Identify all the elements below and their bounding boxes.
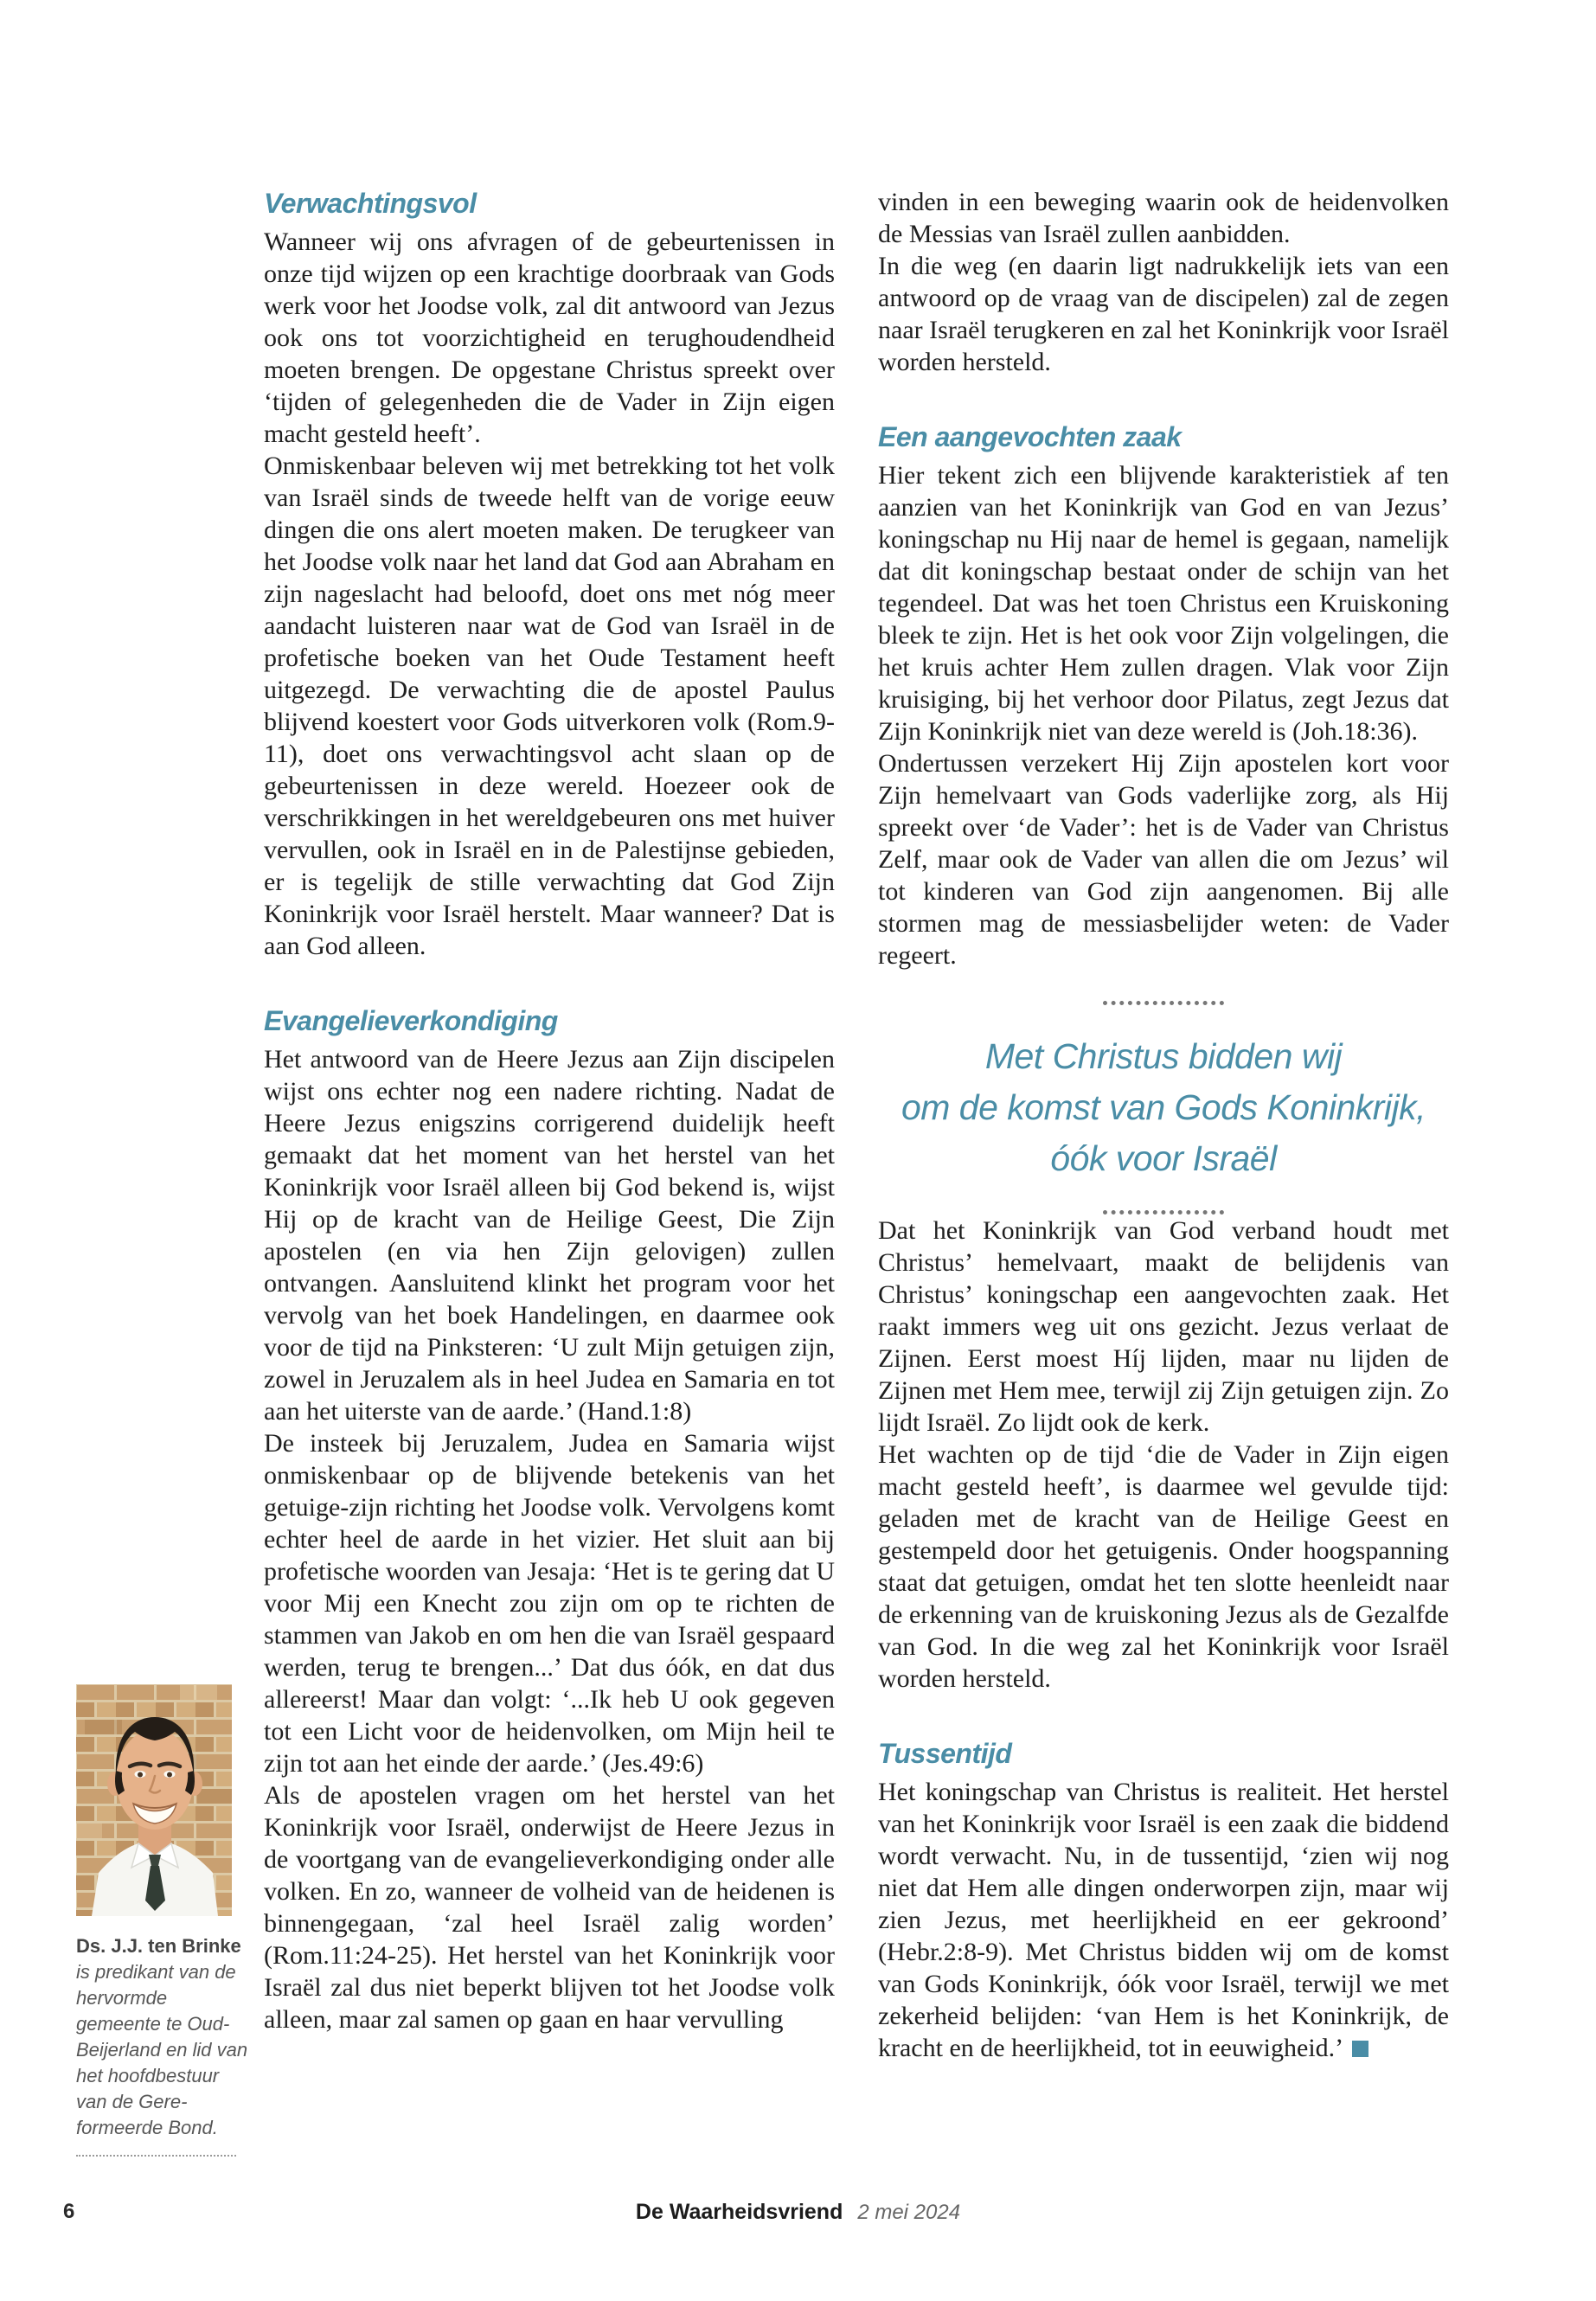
end-of-article-marker	[1352, 2041, 1368, 2057]
pull-quote	[878, 1031, 1449, 1184]
footer	[0, 2200, 1596, 2225]
paragraph: Als de apostelen vragen om het herstel van het Koninkrijk voor Israël, onderwijst de Heere Jezus in de voortgang van de evangelieverkondiging onder alle volken. En zo, wanneer de volheid van de heidenen is binnengegaan, ‘zal heel Israël zalig worden’ (Rom.11:24-25). Het herstel van het Koninkrijk voor Israël zal dus niet beperkt blijven tot het Joodse volk alleen, maar zal samen op gaan en haar vervulling	[264, 1781, 835, 2034]
paragraph: vinden in een beweging waarin ook de heidenvolken de Messias van Israël zullen aanbidden.	[878, 188, 1449, 248]
section-heading-verwachtingsvol: Verwachtingsvol	[264, 188, 477, 219]
footer-issue-date: 2 mei 2024	[857, 2201, 961, 2224]
paragraph: Onmiskenbaar beleven wij met betrekking tot het volk van Israël sinds de tweede helft van de vorige eeuw dingen die ons alert moeten maken. De terugkeer van het Joodse volk naar het land dat God aan Abraham en zijn nageslacht had beloofd, doet ons met nóg meer aandacht luisteren naar wat de God van Israël in de profetische boeken van het Oude Testament heeft uitgezegd. De verwachting die de apostel Paulus blijvend koestert voor Gods uitverkoren volk (Rom.9-11), doet ons verwachtingsvol acht slaan op de gebeurtenissen in deze wereld. Hoezeer ook de verschrikkingen in het wereldgebeuren ons met huiver vervullen, ook in Israël en in de Palestijnse gebieden, er is tegelijk de stille verwachting dat God Zijn Koninkrijk voor Israël herstelt. Maar wanneer? Dat is aan God alleen.	[264, 452, 835, 960]
pull-quote-line: Met Christus bidden wij	[984, 1036, 1343, 1076]
pull-quote-line: óók voor Israël	[1050, 1138, 1277, 1178]
left-column	[264, 186, 835, 2035]
author-photo	[76, 1684, 232, 1916]
pull-quote-line: om de komst van Gods Koninkrijk,	[901, 1087, 1426, 1127]
author-block	[76, 1684, 249, 2157]
paragraph: Het wachten op de tijd ‘die de Vader in Zijn eigen macht gesteld heeft’, is daarmee wel gevulde tijd: geladen met de kracht van de Heilige Geest en gestempeld door het getuigenis. Onder hoogspanning staat dat getuigen, omdat het ten slotte heenleidt naar de erkenning van de kruiskoning Jezus als de Gezalfde van God. In die weg zal het Koninkrijk voor Israël worden hersteld.	[878, 1440, 1449, 1693]
section-heading-tussentijd: Tussentijd	[878, 1738, 1012, 1769]
paragraph-text: Het koningschap van Christus is realiteit. Het herstel van het Koninkrijk voor Israël is een zaak die biddend wordt verwacht. Nu, in de tussentijd, ‘zien wij nog niet dat Hem alle dingen onderworpen zijn, maar wij zien Jezus, met heerlijkheid en eer gekroond’ (Hebr.2:8-9). Met Christus bidden wij om de komst van Gods Koninkrijk, óók voor Israël, terwijl we met zekerheid belijden: ‘van Hem is het Koninkrijk, de kracht en de heerlijkheid, tot in eeuwigheid.’	[878, 1778, 1449, 2062]
paragraph: Dat het Koninkrijk van God verband houdt met Christus’ hemelvaart, maakt de belijdenis van Christus’ koningschap een aangevochten zaak. Het raakt immers weg uit ons gezicht. Jezus verlaat de Zijnen. Eerst moest Híj lijden, maar nu lijden de Zijnen met Hem mee, terwijl zij Zijn getuigen zijn. Zo lijdt Israël. Zo lijdt ook de kerk.	[878, 1216, 1449, 1437]
dotted-separator	[1103, 1001, 1224, 1005]
paragraph: Ondertussen verzekert Hij Zijn apostelen kort voor Zijn hemelvaart van Gods vaderlijke zorg, als Hij spreekt over ‘de Vader’: het is de Vader van Christus Zelf, maar ook de Vader van allen die om Jezus’ wil tot kinderen van God zijn aangenomen. Bij alle stormen mag de messiasbelijder weten: de Vader regeert.	[878, 749, 1449, 970]
section-heading-evangelieverkondiging: Evangelieverkondiging	[264, 1005, 558, 1036]
paragraph: In die weg (en daarin ligt nadrukkelijk iets van een antwoord op de vraag van de discipelen) zal de zegen naar Israël terugkeren en zal het Koninkrijk voor Israël worden hersteld.	[878, 252, 1449, 376]
author-bio: is predikant van de hervormde gemeente te Oud-Beijerland en lid van het hoofdbestuur van de Gereformeerde Bond.	[76, 1961, 248, 2138]
section-heading-aangevochten-zaak: Een aangevochten zaak	[878, 421, 1182, 452]
paragraph	[878, 1776, 1449, 2064]
footer-page-number: 6	[63, 2200, 75, 2223]
paragraph: Hier tekent zich een blijvende karakteristiek af ten aanzien van het Koninkrijk van God en van Jezus’ koningschap nu Hij naar de hemel is gegaan, namelijk dat dit koningschap bestaat onder de schijn van het tegendeel. Dat was het toen Christus een Kruiskoning bleek te zijn. Het is het ook voor Zijn volgelingen, die het kruis achter Hem zullen dragen. Vlak voor Zijn kruisiging, bij het verhoor door Pilatus, zegt Jezus dat Zijn Koninkrijk niet van deze wereld is (Joh.18:36).	[878, 461, 1449, 746]
caption-dotted-rule	[76, 2155, 236, 2157]
author-caption	[76, 1933, 249, 2141]
paragraph: De insteek bij Jeruzalem, Judea en Samaria wijst onmiskenbaar op de blijvende betekenis van het getuige-zijn richting het Joodse volk. Vervolgens komt echter heel de aarde in het vizier. Het sluit aan bij profetische woorden van Jesaja: ‘Het is te gering dat U voor Mij een Knecht zou zijn om op te richten de stammen van Jakob en om hen die van Israël gespaard werden, terug te brengen...’ Dat dus óók, en dat dus allereerst! Maar dan volgt: ‘...Ik heb U ook gegeven tot een Licht voor de heidenvolken, om Mijn heil te zijn tot aan het einde der aarde.’ (Jes.49:6)	[264, 1429, 835, 1778]
paragraph: Wanneer wij ons afvragen of de gebeurtenissen in onze tijd wijzen op een krachtige doorbraak van Gods werk voor het Joodse volk, zal dit antwoord van Jezus ook ons tot voorzichtigheid en terughoudendheid moeten brengen. De opgestane Christus spreekt over ‘tijden of gelegenheden die de Vader in Zijn eigen macht gesteld heeft’.	[264, 228, 835, 448]
paragraph: Het antwoord van de Heere Jezus aan Zijn discipelen wijst ons echter nog een nadere richting. Nadat de Heere Jezus enigszins corrigerend duidelijk heeft gemaakt dat het moment van het herstel van het Koninkrijk voor Israël alleen bij God bekend is, wijst Hij op de kracht van de Heilige Geest, Die Zijn apostelen (en via hen Zijn gelovigen) zullen ontvangen. Aansluitend klinkt het program voor het vervolg van het boek Handelingen, en daarmee ook voor de tijd na Pinksteren: ‘U zult Mijn getuigen zijn, zowel in Jeruzalem als in heel Judea en Samaria en tot aan het uiterste van de aarde.’ (Hand.1:8)	[264, 1045, 835, 1426]
right-column	[878, 186, 1449, 2064]
footer-magazine-title: De Waarheidsvriend	[635, 2200, 843, 2224]
author-name: Ds. J.J. ten Brinke	[76, 1935, 241, 1957]
